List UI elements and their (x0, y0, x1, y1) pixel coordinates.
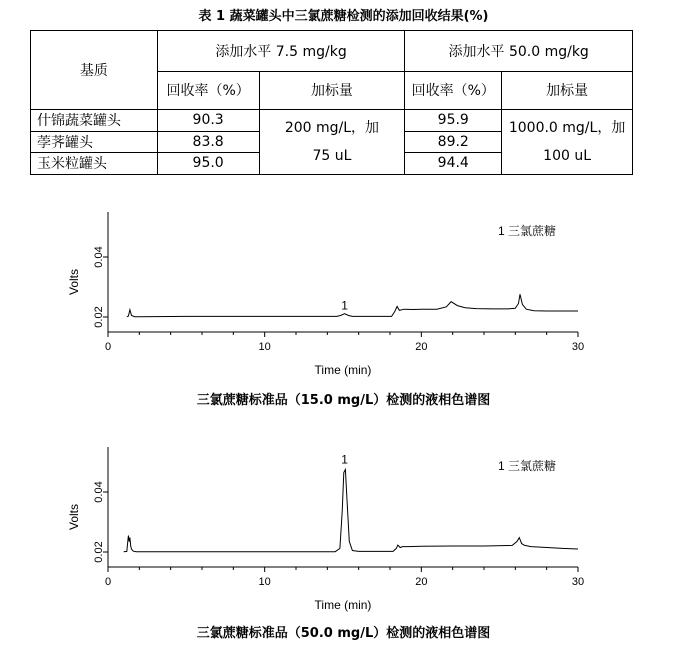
table-row (31, 109, 633, 131)
peak-label: 1 (341, 452, 348, 467)
chromatogram-1 (60, 200, 600, 410)
x-tick-label: 30 (571, 341, 585, 353)
y-axis-label: Volts (67, 268, 81, 296)
x-axis-label: Time (min) (314, 598, 372, 612)
x-tick-label: 0 (104, 341, 112, 353)
recovery-cell: 95.9 (405, 109, 502, 131)
x-axis-label: Time (min) (314, 363, 372, 377)
header-spike-1: 加标量 (259, 72, 405, 109)
x-tick-label: 0 (104, 576, 112, 588)
y-tick-label: 0.04 (93, 246, 105, 268)
x-tick-label: 10 (258, 341, 271, 353)
recovery-cell: 83.8 (157, 131, 259, 152)
matrix-cell: 什锦蔬菜罐头 (31, 109, 158, 131)
legend-entry: 1 三氯蔗糖 (497, 224, 556, 238)
header-level-2: 添加水平 50.0 mg/kg (405, 31, 633, 72)
y-tick-label: 0.02 (93, 541, 105, 563)
chromatogram-1-svg (60, 200, 600, 410)
peak-label: 1 (341, 298, 348, 313)
matrix-cell: 荸荠罐头 (31, 131, 158, 152)
table-title: 表 1 蔬菜罐头中三氯蔗糖检测的添加回收结果(%) (198, 9, 489, 24)
recovery-cell: 94.4 (405, 152, 502, 174)
header-level-1: 添加水平 7.5 mg/kg (157, 31, 405, 72)
spike-amount-1 (259, 109, 405, 174)
chart-2-caption: 三氯蔗糖标准品（50.0 mg/L）检测的液相色谱图 (196, 626, 491, 641)
spike-amount-2-line2: 100 uL (543, 147, 592, 164)
x-tick-label: 20 (415, 576, 428, 588)
recovery-cell: 89.2 (405, 131, 502, 152)
matrix-cell: 玉米粒罐头 (31, 152, 158, 174)
recovery-table (30, 30, 633, 175)
header-spike-2: 加标量 (502, 72, 633, 109)
y-tick-label: 0.02 (93, 306, 105, 328)
x-tick-label: 20 (415, 341, 428, 353)
recovery-cell: 95.0 (157, 152, 259, 174)
recovery-cell: 90.3 (157, 109, 259, 131)
chart-1-caption: 三氯蔗糖标准品（15.0 mg/L）检测的液相色谱图 (196, 393, 491, 408)
spike-amount-1-line2: 75 uL (312, 147, 352, 164)
chromatogram-trace (127, 294, 578, 317)
chromatogram-2 (60, 435, 600, 645)
chromatogram-trace (124, 470, 578, 552)
spike-amount-1-line1: 200 mg/L，加 (284, 119, 380, 136)
spike-amount-2 (502, 109, 633, 174)
header-recovery-1: 回收率（%） (157, 72, 259, 109)
chromatogram-2-svg (60, 435, 600, 645)
x-tick-label: 30 (571, 576, 585, 588)
legend-entry: 1 三氯蔗糖 (497, 459, 556, 473)
y-axis-label: Volts (67, 503, 81, 531)
header-recovery-2: 回收率（%） (405, 72, 502, 109)
spike-amount-2-line1: 1000.0 mg/L，加 (508, 119, 626, 136)
x-tick-label: 10 (258, 576, 271, 588)
y-tick-label: 0.04 (93, 481, 105, 503)
header-matrix: 基质 (31, 31, 158, 110)
